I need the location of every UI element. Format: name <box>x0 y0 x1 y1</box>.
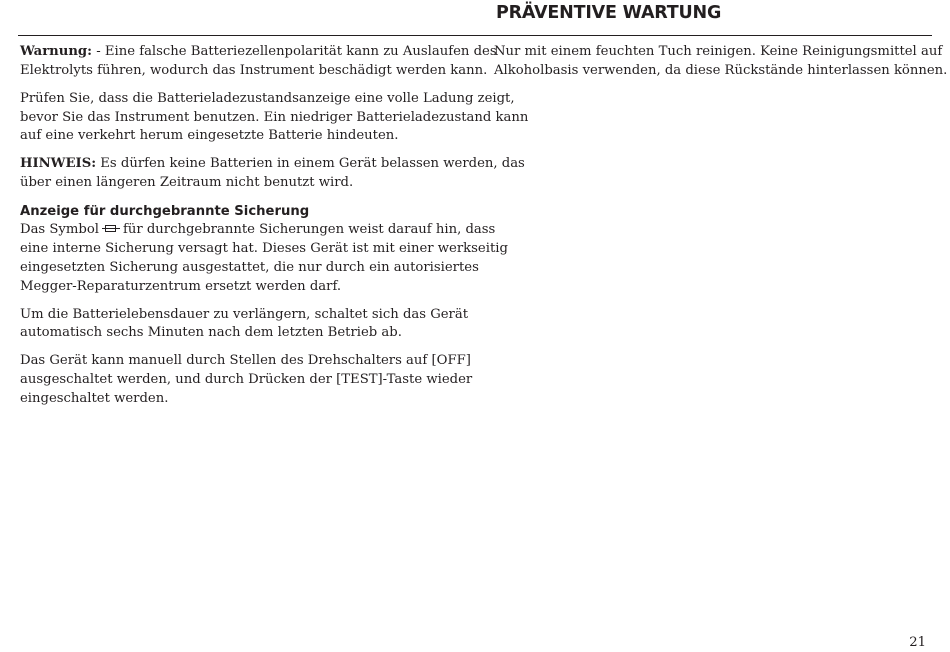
section-title: PRÄVENTIVE WARTUNG <box>496 3 722 23</box>
warning-paragraph <box>20 43 497 81</box>
cleaning-line-2: Alkoholbasis verwenden, da diese Rückstände hinterlassen können. <box>494 62 948 78</box>
fuse-icon <box>102 225 120 233</box>
manual-off-line-3: eingeschaltet werden. <box>20 390 169 406</box>
manual-off-line-1: Das Gerät kann manuell durch Stellen des Drehschalters auf [OFF] <box>20 353 471 369</box>
warning-text: - Eine falsche Batteriezellenpolarität kann zu Auslaufen des <box>92 44 497 59</box>
note-line-1 <box>20 155 525 174</box>
warning-line-1 <box>20 43 497 62</box>
page-number: 21 <box>909 635 926 650</box>
fuse-text-after-icon: für durchgebrannte Sicherungen weist darauf hin, dass <box>122 222 496 238</box>
cleaning-paragraph <box>494 43 948 81</box>
battery-check-line-3: auf eine verkehrt herum eingesetzte Batterie hindeuten. <box>20 128 399 144</box>
fuse-line-2: eine interne Sicherung versagt hat. Dieses Gerät ist mit einer werkseitig <box>20 240 508 256</box>
warning-label: Warnung: <box>20 44 93 59</box>
manual-off-line-2: ausgeschaltet werden, und durch Drücken der [TEST]-Taste wieder <box>20 372 473 388</box>
note-text: Es dürfen keine Batterien in einem Gerät belassen werden, das <box>96 156 525 172</box>
cleaning-line-1: Nur mit einem feuchten Tuch reinigen. Keine Reinigungsmittel auf <box>494 44 943 59</box>
fuse-line-4: Megger-Reparaturzentrum ersetzt werden darf. <box>20 278 342 294</box>
fuse-heading: Anzeige für durchgebrannte Sicherung <box>20 204 310 220</box>
auto-off-line-2: automatisch sechs Minuten nach dem letzten Betrieb ab. <box>20 325 402 341</box>
auto-off-paragraph <box>20 306 472 344</box>
note-paragraph <box>20 155 525 193</box>
fuse-line-1 <box>20 221 496 240</box>
manual-off-paragraph <box>20 352 472 408</box>
battery-check-line-2: bevor Sie das Instrument benutzen. Ein niedriger Batterieladezustand kann <box>20 109 529 125</box>
fuse-line-3: eingesetzten Sicherung ausgestattet, die nur durch ein autorisiertes <box>20 259 479 275</box>
auto-off-line-1: Um die Batterielebensdauer zu verlängern, schaltet sich das Gerät <box>20 306 469 322</box>
left-column <box>20 43 529 418</box>
note-label: HINWEIS: <box>20 156 97 172</box>
right-column <box>494 43 948 90</box>
fuse-paragraph <box>20 221 508 296</box>
fuse-text-before-icon: Das Symbol <box>20 222 99 238</box>
header-rule-right <box>494 35 932 36</box>
warning-line-2: Elektrolyts führen, wodurch das Instrument beschädigt werden kann. <box>20 62 488 78</box>
battery-check-paragraph <box>20 90 529 146</box>
note-line-2: über einen längeren Zeitraum nicht benutzt wird. <box>20 175 354 191</box>
header-rule-left <box>18 35 494 36</box>
battery-check-line-1: Prüfen Sie, dass die Batterieladezustandsanzeige eine volle Ladung zeigt, <box>20 90 515 106</box>
